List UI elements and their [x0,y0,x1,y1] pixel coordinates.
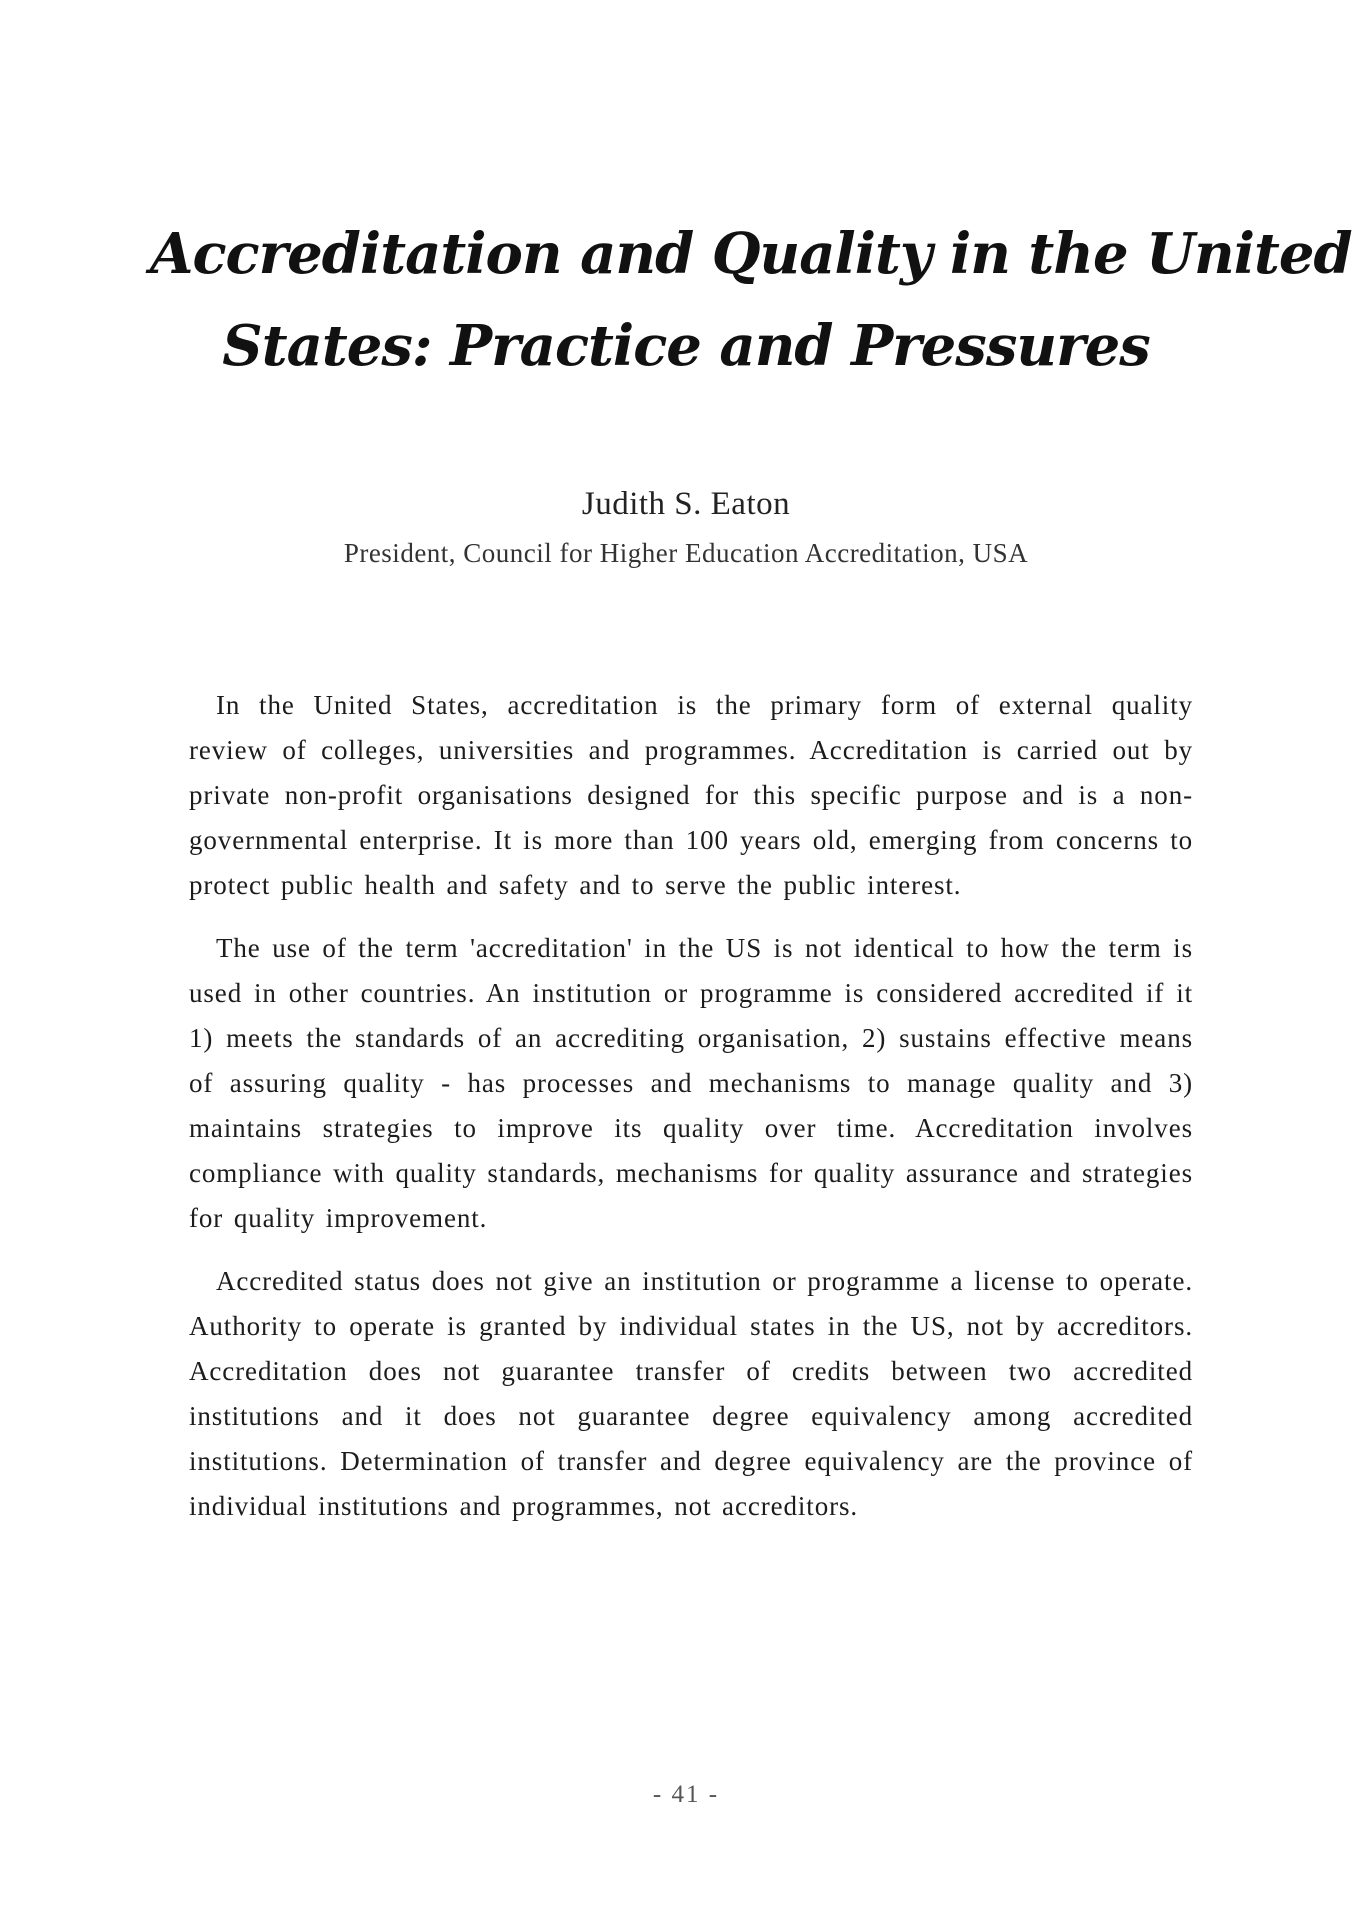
page-number: - 41 - [652,1781,720,1808]
author-name: Judith S. Eaton [581,486,791,522]
document-title [150,208,1352,392]
title-line-1: Accreditation and Quality in the United [150,221,1352,287]
paragraph-3: Accredited status does not give an institution or programme a license to operate. Authority to operate is granted by individual states in the US, not by accreditors. Accreditation does not guarantee transfer of credits between two accredited institutions and it does not guarantee degree equivalency among accredited institutions. Determination of transfer and degree equivalency are the province of individual institutions and programmes, not accreditors. [189,1266,1193,1521]
body-text [189,683,1193,1547]
paragraph-1: In the United States, accreditation is the primary form of external quality review of colleges, universities and programmes. Accreditation is carried out by private non-profit organisations designed for this specific purpose and is a non-governmental enterprise. It is more than 100 years old, emerging from concerns to protect public health and safety and to serve the public interest. [189,690,1193,900]
author-affiliation: President, Council for Higher Education Accreditation, USA [343,538,1029,568]
paragraph-2: The use of the term 'accreditation' in the US is not identical to how the term is used in other countries. An institution or programme is considered accredited if it 1) meets the standards of an accrediting organisation, 2) sustains effective means of assuring quality - has processes and mechanisms to manage quality and 3) maintains strategies to improve its quality over time. Accreditation involves compliance with quality standards, mechanisms for quality assurance and strategies for quality improvement. [189,933,1193,1233]
title-line-2: States: Practice and Pressures [222,313,1150,379]
